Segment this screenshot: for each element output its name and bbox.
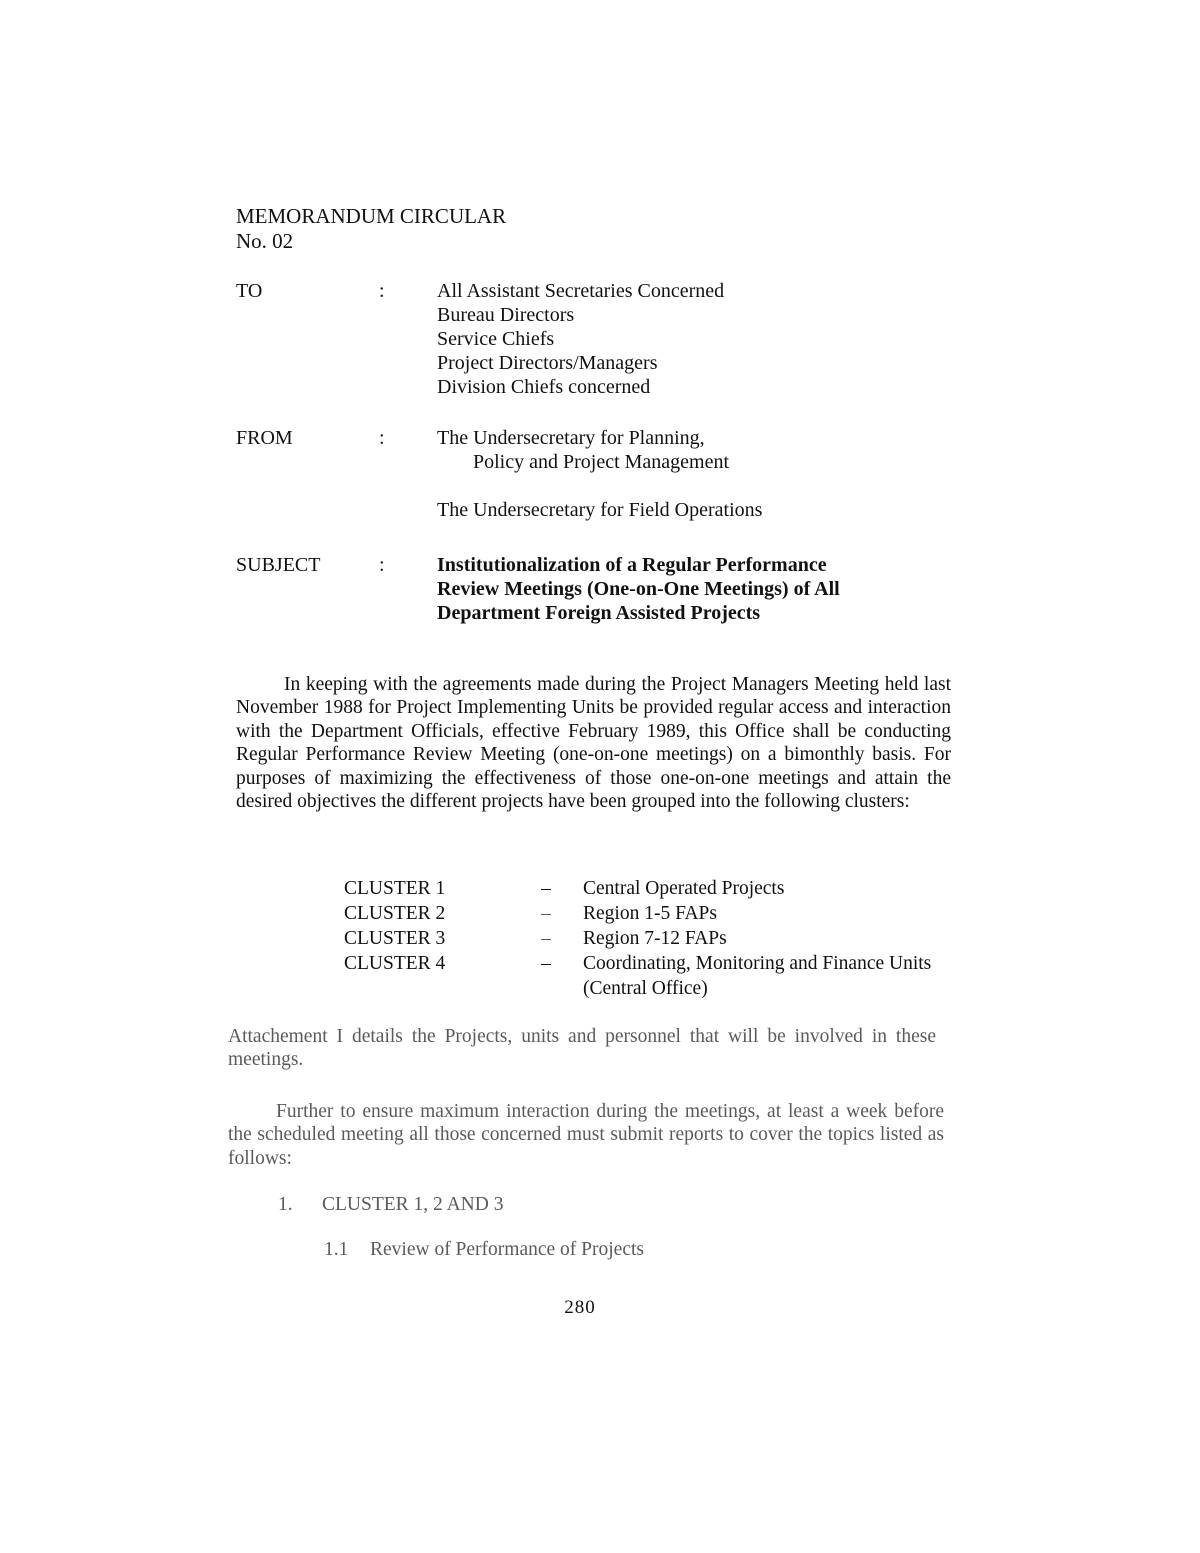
cluster-dash: – (541, 928, 551, 949)
cluster-description: Coordinating, Monitoring and Finance Units (Central Office) (583, 953, 932, 999)
subject-text (437, 553, 957, 625)
cluster-dash: – (541, 953, 551, 974)
subject-label: SUBJECT (236, 554, 321, 576)
cluster-description: Region 7-12 FAPs (583, 928, 727, 949)
subject-colon: : (379, 554, 385, 576)
to-colon: : (379, 280, 385, 302)
cluster-name: CLUSTER 3 (344, 928, 446, 949)
cluster-dash: – (541, 878, 551, 899)
list-number: 1. (278, 1194, 293, 1215)
cluster-name: CLUSTER 1 (344, 878, 446, 899)
recipient: Division Chiefs concerned (437, 376, 651, 398)
memo-number: No. 02 (236, 229, 294, 253)
cluster-description: Central Operated Projects (583, 878, 785, 899)
list-text: Review of Performance of Projects (370, 1239, 644, 1260)
from-senders (437, 426, 957, 522)
from-colon: : (379, 427, 385, 449)
list-item-1 (278, 1193, 503, 1217)
memo-title: MEMORANDUM CIRCULAR (236, 204, 507, 228)
list-number: 1.1 (324, 1239, 349, 1260)
memo-heading (236, 204, 506, 254)
list-text: CLUSTER 1, 2 AND 3 (322, 1194, 504, 1215)
subject-line: Department Foreign Assisted Projects (437, 602, 761, 624)
to-recipients (437, 279, 957, 399)
recipient: Project Directors/Managers (437, 352, 658, 374)
recipient: Bureau Directors (437, 304, 575, 326)
sender-line: The Undersecretary for Planning, (437, 427, 705, 449)
body-paragraph-2: Attachement I details the Projects, units and personnel that will be involved in these meetings. (228, 1026, 936, 1071)
recipient: All Assistant Secretaries Concerned (437, 280, 725, 302)
from-label: FROM (236, 427, 293, 449)
body-paragraph-3: Further to ensure maximum interaction during the meetings, at least a week before the scheduled meeting all those concerned must submit reports to cover the topics listed as follows: (228, 1101, 944, 1169)
cluster-name: CLUSTER 4 (344, 953, 446, 974)
cluster-description: Region 1-5 FAPs (583, 903, 717, 924)
subject-line: Review Meetings (One-on-One Meetings) of All (437, 578, 840, 600)
sender-line: Policy and Project Management (473, 451, 730, 473)
body-paragraph-1: In keeping with the agreements made during the Project Managers Meeting held last November 1988 for Project Implementing Units be provided regular access and interaction with the Department Officials, effective February 1989, this Office shall be conducting Regular Performance Review Meeting (one-on-one meetings) on a bimonthly basis. For purposes of maximizing the effectiveness of those one-on-one meetings and attain the desired objectives the different projects have been grouped into the following clusters: (236, 674, 951, 813)
to-label: TO (236, 280, 263, 302)
cluster-name: CLUSTER 2 (344, 903, 446, 924)
sender-line: The Undersecretary for Field Operations (437, 499, 763, 521)
subject-line: Institutionalization of a Regular Performance (437, 554, 827, 576)
page-number: 280 (564, 1297, 596, 1318)
recipient: Service Chiefs (437, 328, 555, 350)
cluster-dash: – (541, 903, 551, 924)
list-item-1-1 (324, 1238, 644, 1262)
